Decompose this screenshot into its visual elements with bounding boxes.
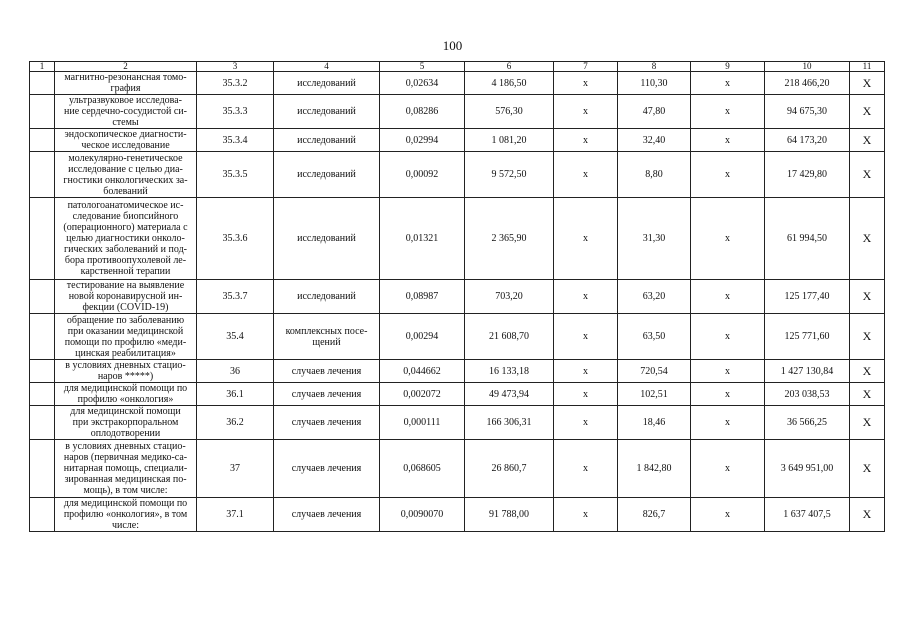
col9-value: x <box>691 406 765 440</box>
row-index-cell <box>30 406 55 440</box>
per-capita-value: 63,50 <box>618 314 691 360</box>
per-capita-value: 31,30 <box>618 198 691 280</box>
col7-value: x <box>554 360 618 383</box>
cost-per-unit: 1 081,20 <box>465 129 554 152</box>
total-value: 64 173,20 <box>765 129 850 152</box>
volume-norm: 0,0090070 <box>380 498 465 532</box>
row-unit: исследований <box>274 95 380 129</box>
volume-norm: 0,044662 <box>380 360 465 383</box>
col7-value: x <box>554 383 618 406</box>
row-description: в условиях дневных стацио- наров (первичная медико-са- нитарная помощь, специали- зированная медицинская по- мощь), в том числе: <box>55 440 197 498</box>
column-number: 2 <box>55 62 197 72</box>
total-value: 1 427 130,84 <box>765 360 850 383</box>
per-capita-value: 18,46 <box>618 406 691 440</box>
row-description: молекулярно-генетическое исследование с целью диа- гностики онкологических за- болеваний <box>55 152 197 198</box>
row-unit: исследований <box>274 198 380 280</box>
row-index-cell <box>30 95 55 129</box>
volume-norm: 0,068605 <box>380 440 465 498</box>
total-value: 218 466,20 <box>765 72 850 95</box>
total-value: 36 566,25 <box>765 406 850 440</box>
col7-value: x <box>554 498 618 532</box>
col11-value: X <box>850 280 885 314</box>
total-value: 61 994,50 <box>765 198 850 280</box>
row-description: тестирование на выявление новой коронавирусной ин- фекции (COVID-19) <box>55 280 197 314</box>
row-code: 35.4 <box>197 314 274 360</box>
row-unit: исследований <box>274 72 380 95</box>
row-code: 36 <box>197 360 274 383</box>
col9-value: x <box>691 360 765 383</box>
volume-norm: 0,08987 <box>380 280 465 314</box>
col11-value: X <box>850 498 885 532</box>
row-unit: комплексных посе- щений <box>274 314 380 360</box>
row-index-cell <box>30 198 55 280</box>
total-value: 17 429,80 <box>765 152 850 198</box>
row-description: эндоскопическое диагности- ческое исследование <box>55 129 197 152</box>
cost-per-unit: 91 788,00 <box>465 498 554 532</box>
row-description: ультразвуковое исследова- ние сердечно-сосудистой си- стемы <box>55 95 197 129</box>
row-index-cell <box>30 498 55 532</box>
col7-value: x <box>554 152 618 198</box>
volume-norm: 0,02994 <box>380 129 465 152</box>
table-row <box>30 440 885 498</box>
total-value: 3 649 951,00 <box>765 440 850 498</box>
column-number: 5 <box>380 62 465 72</box>
col9-value: x <box>691 314 765 360</box>
row-description: обращение по заболеванию при оказании медицинской помощи по профилю «меди- цинская реабилитация» <box>55 314 197 360</box>
table-row <box>30 383 885 406</box>
col7-value: x <box>554 198 618 280</box>
col9-value: x <box>691 72 765 95</box>
column-number: 11 <box>850 62 885 72</box>
column-number: 9 <box>691 62 765 72</box>
cost-per-unit: 2 365,90 <box>465 198 554 280</box>
row-code: 35.3.4 <box>197 129 274 152</box>
table-row <box>30 95 885 129</box>
per-capita-value: 826,7 <box>618 498 691 532</box>
table-row <box>30 360 885 383</box>
col11-value: X <box>850 314 885 360</box>
column-number: 4 <box>274 62 380 72</box>
row-code: 35.3.3 <box>197 95 274 129</box>
table-row <box>30 314 885 360</box>
row-code: 35.3.7 <box>197 280 274 314</box>
column-number-row <box>30 62 885 72</box>
cost-per-unit: 166 306,31 <box>465 406 554 440</box>
table-row <box>30 129 885 152</box>
col11-value: X <box>850 440 885 498</box>
cost-per-unit: 16 133,18 <box>465 360 554 383</box>
row-description: магнитно-резонансная томо- графия <box>55 72 197 95</box>
cost-per-unit: 9 572,50 <box>465 152 554 198</box>
col11-value: X <box>850 406 885 440</box>
total-value: 203 038,53 <box>765 383 850 406</box>
per-capita-value: 720,54 <box>618 360 691 383</box>
col11-value: X <box>850 360 885 383</box>
table-row <box>30 198 885 280</box>
row-index-cell <box>30 360 55 383</box>
total-value: 125 177,40 <box>765 280 850 314</box>
column-number: 7 <box>554 62 618 72</box>
col9-value: x <box>691 440 765 498</box>
row-code: 37.1 <box>197 498 274 532</box>
col9-value: x <box>691 498 765 532</box>
per-capita-value: 102,51 <box>618 383 691 406</box>
col9-value: x <box>691 95 765 129</box>
row-index-cell <box>30 440 55 498</box>
col7-value: x <box>554 440 618 498</box>
volume-norm: 0,01321 <box>380 198 465 280</box>
row-unit: случаев лечения <box>274 498 380 532</box>
per-capita-value: 47,80 <box>618 95 691 129</box>
row-description: для медицинской помощи по профилю «онкология», в том числе: <box>55 498 197 532</box>
row-unit: случаев лечения <box>274 383 380 406</box>
financial-standards-table <box>29 61 885 532</box>
col11-value: X <box>850 129 885 152</box>
per-capita-value: 8,80 <box>618 152 691 198</box>
col11-value: X <box>850 198 885 280</box>
per-capita-value: 110,30 <box>618 72 691 95</box>
row-description: для медицинской помощи по профилю «онкология» <box>55 383 197 406</box>
column-number: 10 <box>765 62 850 72</box>
cost-per-unit: 576,30 <box>465 95 554 129</box>
col7-value: x <box>554 406 618 440</box>
table-row <box>30 498 885 532</box>
row-unit: случаев лечения <box>274 360 380 383</box>
col7-value: x <box>554 129 618 152</box>
row-description: в условиях дневных стацио- наров *****) <box>55 360 197 383</box>
per-capita-value: 63,20 <box>618 280 691 314</box>
row-unit: исследований <box>274 129 380 152</box>
col9-value: x <box>691 198 765 280</box>
row-code: 35.3.5 <box>197 152 274 198</box>
row-index-cell <box>30 152 55 198</box>
row-description: патологоанатомическое ис- следование биопсийного (операционного) материала с целью диагностики онколо- гических заболеваний и под- бора противоопухолевой ле- карственной терапии <box>55 198 197 280</box>
volume-norm: 0,02634 <box>380 72 465 95</box>
row-unit: исследований <box>274 280 380 314</box>
page-number: 100 <box>442 38 463 53</box>
per-capita-value: 1 842,80 <box>618 440 691 498</box>
col9-value: x <box>691 383 765 406</box>
cost-per-unit: 4 186,50 <box>465 72 554 95</box>
column-number: 8 <box>618 62 691 72</box>
total-value: 94 675,30 <box>765 95 850 129</box>
table-body <box>30 72 885 532</box>
row-code: 35.3.2 <box>197 72 274 95</box>
volume-norm: 0,00294 <box>380 314 465 360</box>
col11-value: X <box>850 383 885 406</box>
row-code: 35.3.6 <box>197 198 274 280</box>
table-row <box>30 280 885 314</box>
table-row <box>30 72 885 95</box>
row-index-cell <box>30 280 55 314</box>
cost-per-unit: 49 473,94 <box>465 383 554 406</box>
cost-per-unit: 26 860,7 <box>465 440 554 498</box>
column-number: 6 <box>465 62 554 72</box>
volume-norm: 0,00092 <box>380 152 465 198</box>
volume-norm: 0,000111 <box>380 406 465 440</box>
column-number: 3 <box>197 62 274 72</box>
row-unit: исследований <box>274 152 380 198</box>
col11-value: X <box>850 152 885 198</box>
col7-value: x <box>554 72 618 95</box>
total-value: 125 771,60 <box>765 314 850 360</box>
col11-value: X <box>850 95 885 129</box>
cost-per-unit: 703,20 <box>465 280 554 314</box>
row-index-cell <box>30 72 55 95</box>
row-index-cell <box>30 314 55 360</box>
volume-norm: 0,08286 <box>380 95 465 129</box>
cost-per-unit: 21 608,70 <box>465 314 554 360</box>
col7-value: x <box>554 280 618 314</box>
row-code: 37 <box>197 440 274 498</box>
row-unit: случаев лечения <box>274 440 380 498</box>
volume-norm: 0,002072 <box>380 383 465 406</box>
col9-value: x <box>691 129 765 152</box>
col11-value: X <box>850 72 885 95</box>
row-code: 36.1 <box>197 383 274 406</box>
col9-value: x <box>691 152 765 198</box>
row-description: для медицинской помощи при экстракорпоральном оплодотворении <box>55 406 197 440</box>
row-index-cell <box>30 129 55 152</box>
total-value: 1 637 407,5 <box>765 498 850 532</box>
row-code: 36.2 <box>197 406 274 440</box>
row-index-cell <box>30 383 55 406</box>
col7-value: x <box>554 95 618 129</box>
table-row <box>30 152 885 198</box>
row-unit: случаев лечения <box>274 406 380 440</box>
per-capita-value: 32,40 <box>618 129 691 152</box>
col7-value: x <box>554 314 618 360</box>
col9-value: x <box>691 280 765 314</box>
table-row <box>30 406 885 440</box>
column-number: 1 <box>30 62 55 72</box>
